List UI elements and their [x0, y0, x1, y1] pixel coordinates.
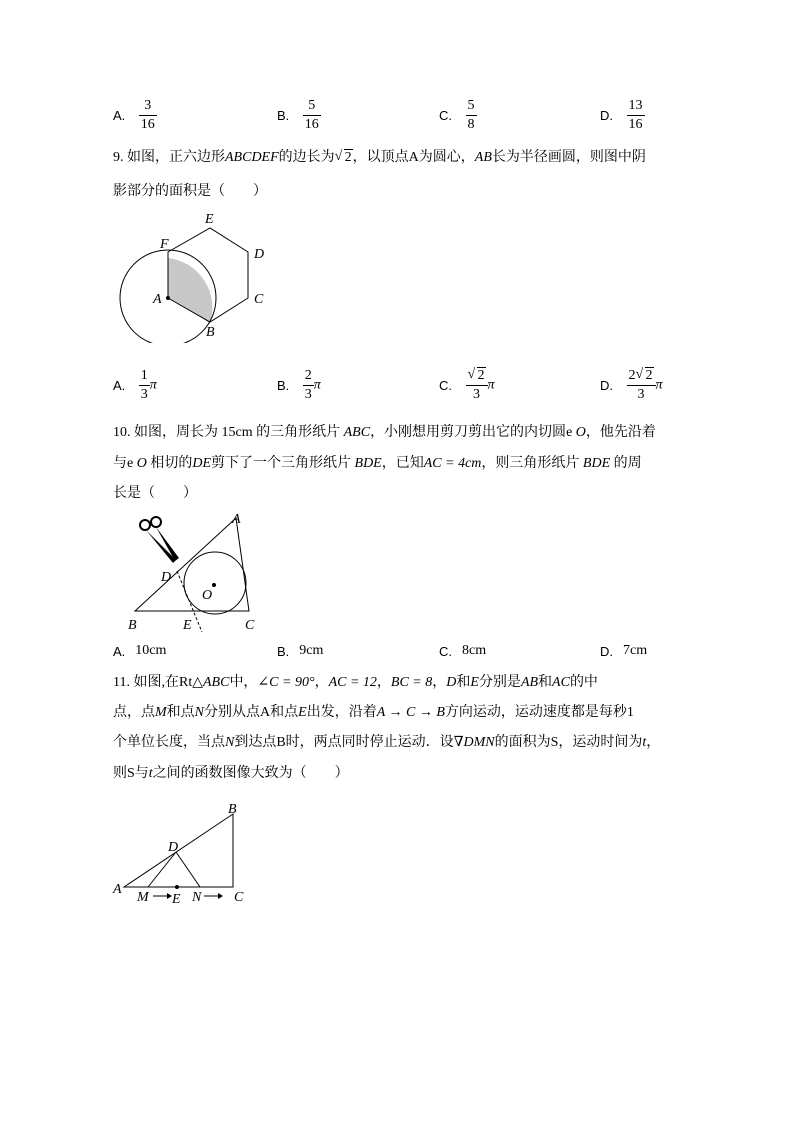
q8-option-c: [439, 98, 477, 133]
triangle-abc: [124, 814, 233, 887]
point-e: [175, 885, 179, 889]
arrow-right-icon: [204, 893, 223, 899]
q10-option-a: A. 10cm: [113, 643, 167, 659]
label-a: A: [113, 882, 122, 897]
fraction: 2 √ 2 3: [627, 368, 656, 403]
q8-option-b: [277, 98, 321, 133]
q9-option-b: B. $\frac{2}{3}$ π: [277, 368, 321, 402]
label-a: A: [153, 292, 162, 307]
q10-stem-line3: 长是（ ）: [113, 486, 197, 501]
sqrt: √ 2: [467, 367, 485, 383]
label-b: B: [206, 325, 215, 340]
q10-option-d: D. 7cm: [600, 643, 648, 659]
q9-stem-line1: 9. 如图，正六边形ABCDEF的边长为 √ 2，以顶点A为圆心，AB长为半径画圆，则图中阴: [113, 148, 646, 168]
label-a: A: [232, 512, 241, 527]
center-o: [212, 583, 216, 587]
q9-option-d: D. 2 √ 2 3 π: [600, 367, 663, 402]
label-m: M: [137, 890, 149, 905]
option-label: D.: [600, 378, 613, 393]
fraction: $\frac{13}{16}$: [628, 98, 643, 132]
q10-option-c: C. 8cm: [439, 643, 487, 659]
fraction: $\frac{2}{3}$: [304, 368, 312, 402]
incircle: [184, 552, 246, 614]
q9-option-c: C. √ 2 3 π: [439, 367, 495, 402]
q10-stem-line1: 10. 如图，周长为 15cm 的三角形纸片 ABC，小刚想用剪刀剪出它的内切圆e O，他先沿着: [113, 425, 656, 440]
label-e: E: [183, 618, 192, 633]
sqrt: √ 2: [334, 149, 352, 165]
option-label: B.: [277, 108, 290, 123]
segment-dn: [176, 852, 200, 887]
q11-stem-line2: 点，点M和点N分别从点A和点E出发，沿着A → C → B方向运动，运动速度都是每秒1: [113, 705, 634, 720]
label-d: D: [254, 247, 265, 262]
option-label: D.: [600, 108, 613, 123]
q11-stem-line3: 个单位长度，当点N到达点B时，两点同时停止运动．设∇DMN的面积为S，运动时间为t，: [113, 735, 661, 750]
fraction: √ 2 3: [466, 368, 488, 403]
option-label: C.: [439, 378, 452, 393]
label-d: D: [168, 840, 179, 855]
fraction: $\frac{5}{8}$: [467, 98, 475, 132]
option-label: A.: [113, 378, 126, 393]
option-label: A.: [113, 643, 126, 659]
label-e: E: [172, 892, 181, 907]
label-d: D: [161, 570, 172, 585]
fraction: $\frac{1}{3}$: [140, 368, 148, 402]
q11-stem-line4: 则S与t之间的函数图像大致为（ ）: [113, 766, 349, 781]
label-c: C: [234, 890, 244, 905]
option-label: B.: [277, 643, 290, 659]
label-b: B: [128, 618, 137, 633]
option-label: C.: [439, 108, 452, 123]
label-e: E: [205, 212, 214, 227]
segment-dm: [148, 852, 176, 887]
q10-option-b: B. 9cm: [277, 643, 324, 659]
label-o: O: [202, 588, 213, 603]
option-label: C.: [439, 643, 452, 659]
triangle-abc: [135, 518, 249, 611]
option-label: D.: [600, 643, 613, 659]
fraction: $\frac{3}{16}$: [140, 98, 155, 132]
label-c: C: [254, 292, 264, 307]
arrow-right-icon: [153, 893, 172, 899]
q9-option-a: A. $\frac{1}{3}$ π: [113, 368, 157, 402]
label-f: F: [160, 237, 169, 252]
center-point: [166, 296, 170, 300]
label-b: B: [228, 802, 237, 817]
q11-stem-line1: 11. 如图,在Rt△ABC中，∠C = 90°，AC = 12，BC = 8，D和E分别是AB和AC的中: [113, 675, 598, 690]
q10-stem-line2: 与e O 相切的DE剪下了一个三角形纸片 BDE，已知AC = 4cm，则三角形纸片 BDE 的周: [113, 456, 642, 471]
label-n: N: [192, 890, 202, 905]
fraction: $\frac{5}{16}$: [304, 98, 319, 132]
option-label: A.: [113, 108, 126, 123]
sqrt: √ 2: [635, 367, 653, 383]
q9-figure: [112, 208, 282, 343]
option-label: B.: [277, 378, 290, 393]
q11-figure: [110, 795, 260, 910]
q8-option-d: [600, 98, 645, 133]
q8-option-a: [113, 98, 157, 133]
label-c: C: [245, 618, 255, 633]
q10-figure: [112, 508, 272, 633]
q9-stem-line2: 影部分的面积是（ ）: [113, 184, 267, 199]
scissors-icon: [140, 517, 179, 563]
